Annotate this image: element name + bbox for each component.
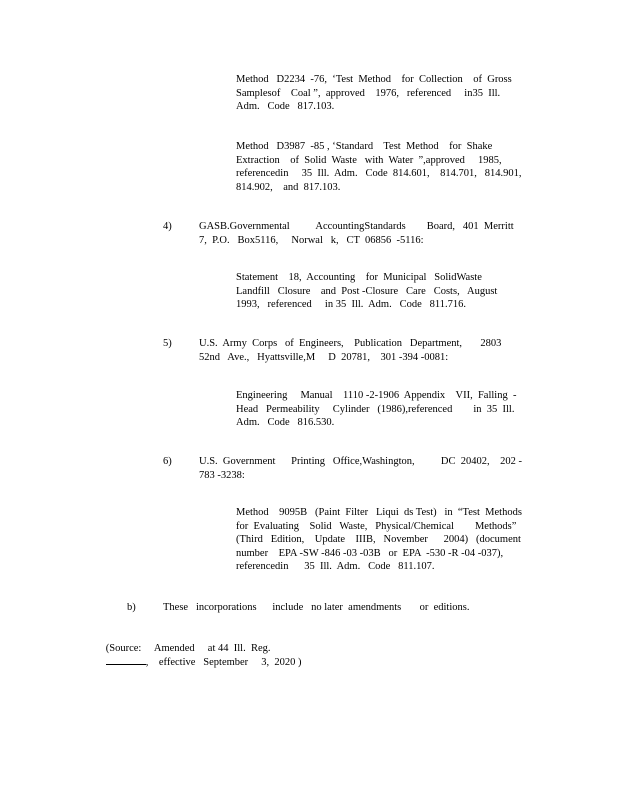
- army-corps-address: [199, 337, 502, 364]
- blank-underline: [106, 655, 146, 665]
- text-line: Adm. Code 817.103.: [236, 101, 335, 113]
- text-line: Landfill Closure and Post -Closure Care Costs, August: [236, 285, 498, 297]
- method-9095b-paragraph: [236, 506, 522, 574]
- text-line: referencedin 35 Ill. Adm. Code 811.107.: [236, 561, 435, 573]
- text-line: Engineering Manual 1110 -2-1906 Appendix VII, Falling -: [236, 390, 517, 401]
- text-line: 1993, referenced in 35 Ill. Adm. Code 811.716.: [236, 299, 466, 311]
- text-line: U.S. Army Corps of Engineers, Publication Department, 2803: [199, 338, 502, 349]
- text-line: 7, P.O. Box5116, Norwal k, CT 06856 -5116:: [199, 234, 424, 246]
- text-line: Samplesof Coal ”, approved 1976, referenced in35 Ill.: [236, 87, 501, 99]
- text-line: 783 -3238:: [199, 469, 245, 481]
- source-line: [90, 628, 470, 683]
- text-line: Adm. Code 816.530.: [236, 417, 335, 429]
- subsection-b-text: [163, 601, 470, 615]
- text-line: number EPA -SW -846 -03 -03B or EPA -530 -R -04 -037),: [236, 547, 504, 559]
- text-line: U.S. Government Printing Office,Washington, DC 20402, 202 -: [199, 456, 522, 467]
- text-line: Method D2234 -76, ‘Test Method for Collection of Gross: [236, 74, 512, 85]
- text-line: Extraction of Solid Waste with Water ”,approved 1985,: [236, 154, 502, 166]
- source-suffix: , effective September 3, 2020 ): [145, 657, 302, 669]
- text-line: Statement 18, Accounting for Municipal SolidWaste: [236, 272, 482, 283]
- text-line: Head Permeability Cylinder (1986),referenced in 35 Ill.: [236, 403, 515, 415]
- item-number: 6): [163, 456, 172, 467]
- text-line: (Third Edition, Update IIIB, November 2004) (document: [236, 534, 521, 546]
- statement-18-paragraph: [236, 271, 496, 312]
- text-line: GASB.Governmental AccountingStandards Board, 401 Merritt: [199, 221, 514, 232]
- text-line: 814.902, and 817.103.: [236, 181, 341, 193]
- text-line: for Evaluating Solid Waste, Physical/Chemical Methods”: [236, 520, 517, 532]
- gasb-address: [199, 220, 514, 247]
- item-number: 4): [163, 221, 172, 232]
- text-line: Method 9095B (Paint Filter Liqui ds Test) in “Test Methods: [236, 507, 522, 518]
- text-line: referencedin 35 Ill. Adm. Code 814.601, 814.701, 814.901,: [236, 168, 522, 180]
- engineering-manual-paragraph: [236, 389, 516, 430]
- text-line: Method D3987 -85 , ‘Standard Test Method for Shake: [236, 141, 493, 152]
- method-d2234-paragraph: [236, 73, 512, 114]
- source-prefix: (Source: Amended at 44 Ill. Reg.: [105, 642, 271, 654]
- text-line: 52nd Ave., Hyattsville,M D 20781, 301 -394 -0081:: [199, 351, 449, 363]
- subsection-label: b): [127, 602, 136, 613]
- method-d3987-paragraph: [236, 140, 522, 194]
- text-line: These incorporations include no later amendments or editions.: [163, 602, 470, 613]
- source-note: [90, 628, 470, 683]
- item-number: 5): [163, 338, 172, 349]
- gpo-address: [199, 455, 522, 482]
